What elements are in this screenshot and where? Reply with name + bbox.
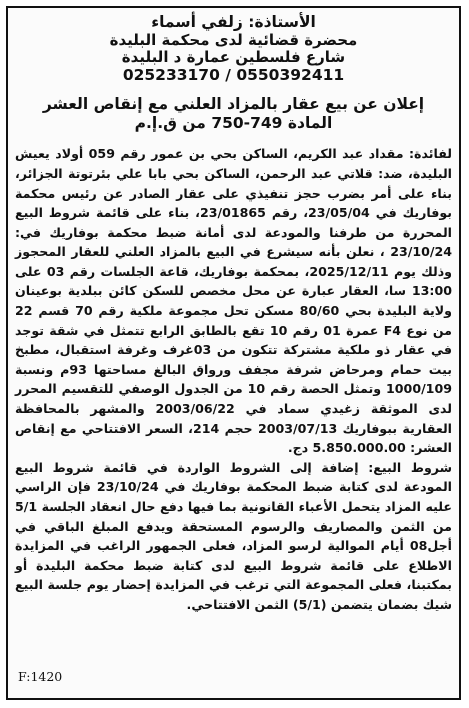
footer-code: F:1420	[18, 669, 63, 684]
bailiff-name: الأستاذة: زلفي أسماء	[151, 13, 316, 31]
notice-paragraph-1: لفائدة: مقداد عبد الكريم، الساكن بحي بن عمور رقم 059 أولاد يعيش البليدة، ضد: قلاتي عبد الرحمن، الساكن بحي بابا علي بئرتوتة الجزائر، بناء على أمر بضرب حجز تنفيذي على عقار الصادر عن رئيس محكمة بوفاريك في 23/05/04، رقم 23/01865، بناء على قائمة شروط البيع المحررة من طرفنا والمودعة لدى أمانة ضبط محكمة بوفاريك في: 23/10/24 ، نعلن بأنه سيشرع في البيع بالمزاد العلني للعقار المحجوز وذلك يوم 2025/12/11، بمحكمة بوفاريك، قاعة الجلسات رقم 03 على 13:00 سا، العقار عبارة عن محل مخصص للسكن كائن ببلدية بوعينان ولاية البليدة بحي 80/60 مسكن تحل مجموعة ملكية رقم 70 قسم 22 من نوع F4 عمرة 01 رقم 10 تقع بالطابق الرابع تتمثل في شقة توجد في عقار ذو ملكية مشتركة تتكون من 03غرف وغرفة استقبال، مطبخ بيت حمام ومرحاض شرفة مجفف ورواق البالغ مساحتها 93م ونسبة 1000/109 وتمثل الحصة رقم 10 من الجدول الوصفي للتقسيم المحرر لدى الموثقة زغيدي سماد في 2003/06/22 والمشهر بالمحافظة العقارية ببوفاريك 2003/07/13 حجم 214، السعر الافتتاحي مع إنقاص العشر: 5.850.000.00 دج.	[15, 146, 452, 456]
bailiff-header	[8, 14, 459, 85]
legal-notice-frame	[6, 6, 461, 700]
bailiff-address: شارع فلسطين عمارة د البليدة	[121, 48, 346, 67]
notice-article: المادة 749-750 من ق.إ.م	[134, 113, 333, 132]
notice-subject	[8, 95, 459, 132]
notice-body	[15, 144, 452, 614]
notice-title: إعلان عن بيع عقار بالمزاد العلني مع إنقاص العشر	[42, 95, 425, 114]
bailiff-phones: 025233170 / 0550392411	[122, 66, 345, 85]
bailiff-office: محضرة قضائية لدى محكمة البليدة	[109, 30, 358, 49]
notice-paragraph-2: شروط البيع: إضافة إلى الشروط الواردة في قائمة شروط البيع المودعة لدى كتابة ضبط المحكمة بوفاريك في 23/10/24 فإن الراسي عليه المزاد يتحمل الأعباء القانونية بما فيها دفع حال انعقاد الجلسة 5/1 من الثمن والمصاريف والرسوم المستحقة ويدفع المبلغ الباقي في أجل08 أيام الموالية لرسو المزاد، فعلى الجمهور الراغب في المزايدة الاطلاع على قائمة شروط البيع لدى كتابة ضبط محكمة البليدة أو بمكتبنا، فعلى المجموعة التي ترغب في المزايدة إحضار يوم جلسة البيع شيك بضمان يتضمن (5/1) الثمن الافتتاحي.	[15, 459, 452, 612]
